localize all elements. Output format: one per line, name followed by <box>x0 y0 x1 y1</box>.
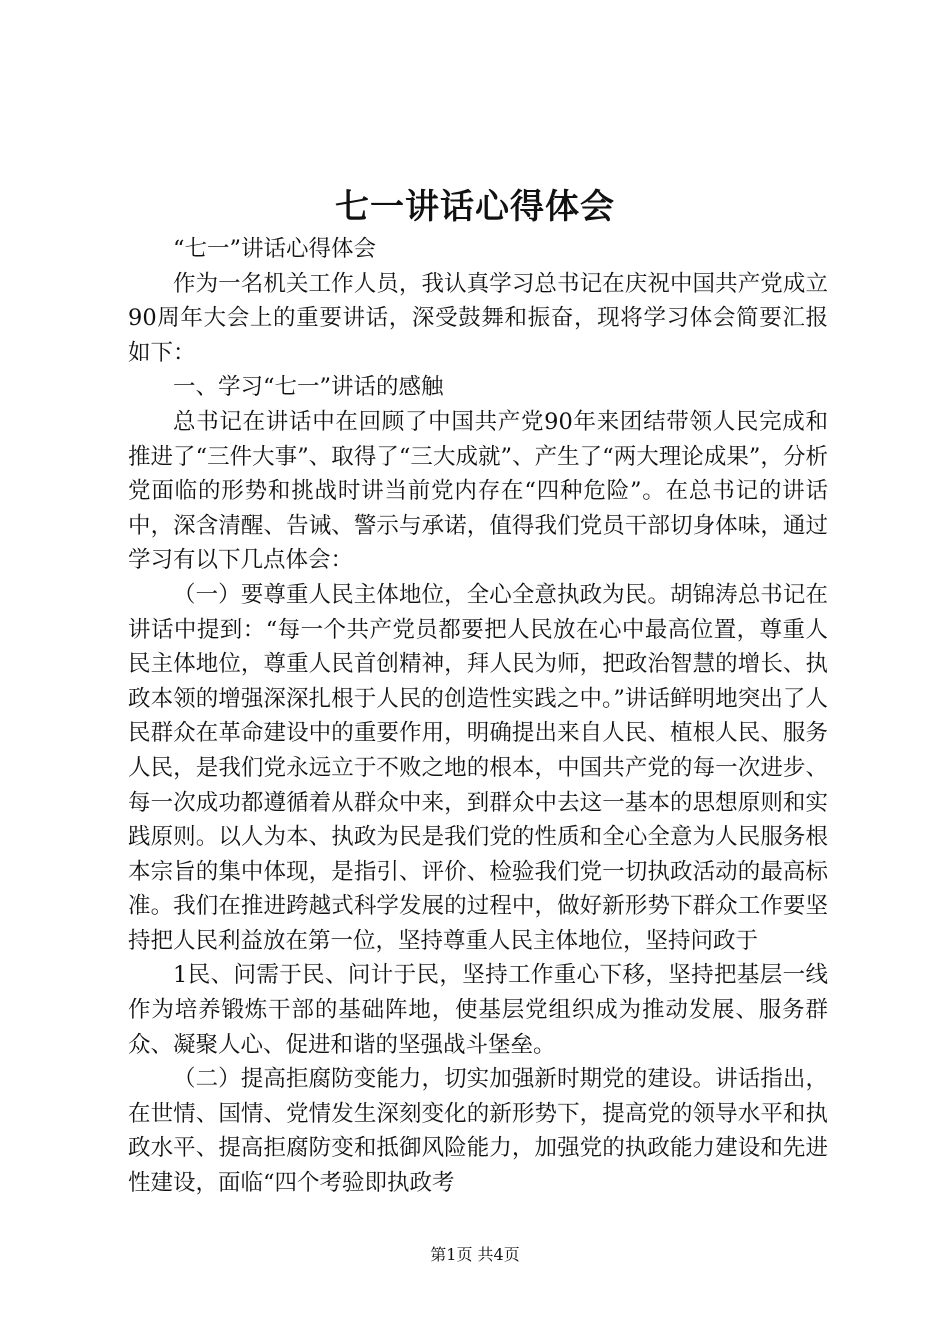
paragraph-subtitle: “七一”讲话心得体会 <box>173 236 377 262</box>
paragraph: （二）提高拒腐防变能力，切实加强新时期党的建设。讲话指出，在世情、国情、党情发生深刻变化的新形势下，提高党的领导水平和执政水平、提高拒腐防变和抵御风险能力，加强党的执政能力建设和先进性建设，面临“四个考验即执政考 <box>128 1066 828 1197</box>
paragraph: （一）要尊重人民主体地位，全心全意执政为民。胡锦涛总书记在讲话中提到：“每一个共产党员都要把人民放在心中最高位置，尊重人民主体地位，尊重人民首创精神，拜人民为师，把政治智慧的增长、执政本领的增强深深扎根于人民的创造性实践之中。”讲话鲜明地突出了人民群众在革命建设中的重要作用，明确提出来自人民、植根人民、服务人民，是我们党永远立于不败之地的根本，中国共产党的每一次进步、每一次成功都遵循着从群众中来，到群众中去这一基本的思想原则和实践原则。以人为本、执政为民是我们党的性质和全心全意为人民服务根本宗旨的集中体现，是指引、评价、检验我们党一切执政活动的最高标准。我们在推进跨越式科学发展的过程中，做好新形势下群众工作要坚持把人民利益放在第一位，坚持尊重人民主体地位，坚持问政于 <box>128 581 828 954</box>
paragraph-intro: 作为一名机关工作人员，我认真学习总书记在庆祝中国共产党成立90周年大会上的重要讲话，深受鼓舞和振奋，现将学习体会简要汇报如下： <box>128 270 828 366</box>
document-body <box>128 232 828 1201</box>
document-title: 七一讲话心得体会 <box>335 187 615 227</box>
paragraph: 总书记在讲话中在回顾了中国共产党90年来团结带领人民完成和推进了“三件大事”、取得了“三大成就”、产生了“两大理论成果”，分析党面临的形势和挑战时讲当前党内存在“四种危险”。在总书记的讲话中，深含清醒、告诫、警示与承诺，值得我们党员干部切身体味，通过学习有以下几点体会： <box>128 408 828 574</box>
section-heading: 一、学习“七一”讲话的感触 <box>173 374 444 401</box>
page-footer: 第1页 共4页 <box>430 1245 520 1264</box>
paragraph: 1民、问需于民、问计于民，坚持工作重心下移，坚持把基层一线作为培养锻炼干部的基础阵地，使基层党组织成为推动发展、服务群众、凝聚人心、促进和谐的坚强战斗堡垒。 <box>128 962 828 1058</box>
